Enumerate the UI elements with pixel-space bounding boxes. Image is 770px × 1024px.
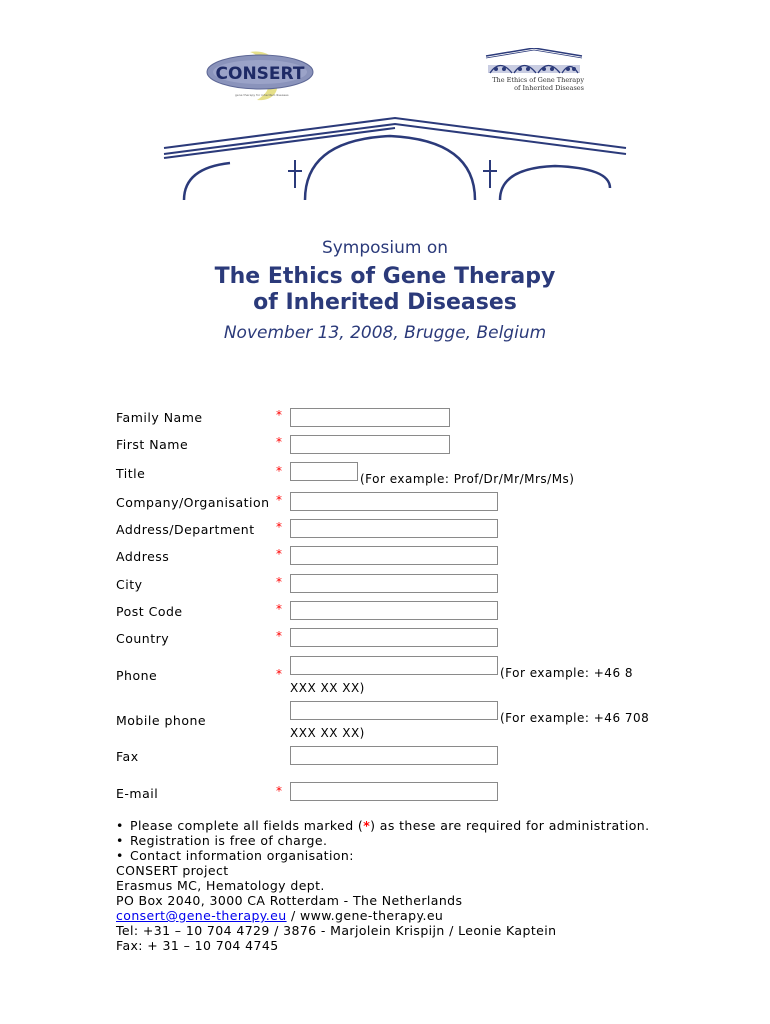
country-label: Country bbox=[116, 631, 170, 646]
required-marker: * bbox=[276, 784, 282, 798]
bullet: • bbox=[116, 833, 124, 848]
required-marker: * bbox=[276, 464, 282, 478]
mobile-label: Mobile phone bbox=[116, 713, 207, 728]
contact-tel: Tel: +31 – 10 704 4729 / 3876 - Marjolein Krispijn / Leonie Kaptein bbox=[116, 923, 557, 938]
mobile-input[interactable] bbox=[290, 701, 498, 720]
email-link[interactable]: consert@gene-therapy.eu bbox=[116, 908, 287, 923]
family-name-label: Family Name bbox=[116, 410, 203, 425]
notes-section bbox=[116, 818, 649, 953]
company-label: Company/Organisation bbox=[116, 495, 270, 510]
phone-hint: (For example: +46 8 bbox=[500, 666, 634, 680]
required-marker: * bbox=[276, 520, 282, 534]
symposium-label: Symposium on bbox=[321, 238, 449, 258]
email-label: E-mail bbox=[116, 786, 159, 801]
bridge-illustration bbox=[160, 108, 630, 208]
fax-label: Fax bbox=[116, 749, 139, 764]
ethics-logo bbox=[484, 48, 584, 94]
consert-logo bbox=[205, 50, 325, 105]
title-input[interactable] bbox=[290, 462, 358, 481]
website-text: www.gene-therapy.eu bbox=[299, 908, 444, 923]
phone-hint-continued: XXX XX XX) bbox=[290, 681, 365, 695]
fax-input[interactable] bbox=[290, 746, 498, 765]
ethics-caption-line1: The Ethics of Gene Therapy bbox=[492, 76, 584, 84]
post-code-input[interactable] bbox=[290, 601, 498, 620]
consert-tagline: gene therapy for inherited diseases bbox=[235, 93, 289, 97]
address-input[interactable] bbox=[290, 546, 498, 565]
address-department-input[interactable] bbox=[290, 519, 498, 538]
bullet: • bbox=[116, 818, 124, 833]
contact-fax: Fax: + 31 – 10 704 4745 bbox=[116, 938, 279, 953]
phone-input[interactable] bbox=[290, 656, 498, 675]
required-marker: * bbox=[276, 629, 282, 643]
city-input[interactable] bbox=[290, 574, 498, 593]
note-free: • Registration is free of charge. bbox=[116, 833, 328, 848]
note-required: • Please complete all fields marked (*) as these are required for administration. bbox=[116, 818, 650, 833]
event-title-line1: The Ethics of Gene Therapy bbox=[214, 264, 556, 289]
required-marker: * bbox=[276, 547, 282, 561]
post-code-label: Post Code bbox=[116, 604, 183, 619]
mobile-hint-continued: XXX XX XX) bbox=[290, 726, 365, 740]
contact-dept: Erasmus MC, Hematology dept. bbox=[116, 878, 325, 893]
required-marker: * bbox=[276, 435, 282, 449]
contact-web: consert@gene-therapy.eu / www.gene-therapy.eu bbox=[116, 908, 444, 923]
contact-address: PO Box 2040, 3000 CA Rotterdam - The Netherlands bbox=[116, 893, 463, 908]
required-marker: * bbox=[276, 602, 282, 616]
phone-label: Phone bbox=[116, 668, 158, 683]
family-name-input[interactable] bbox=[290, 408, 450, 427]
contact-project: CONSERT project bbox=[116, 863, 229, 878]
address-department-label: Address/Department bbox=[116, 522, 255, 537]
city-label: City bbox=[116, 577, 143, 592]
required-star: * bbox=[363, 818, 371, 833]
required-marker: * bbox=[276, 493, 282, 507]
event-date-place: November 13, 2008, Brugge, Belgium bbox=[223, 323, 547, 343]
title-hint: (For example: Prof/Dr/Mr/Mrs/Ms) bbox=[360, 472, 575, 486]
email-input[interactable] bbox=[290, 782, 498, 801]
company-input[interactable] bbox=[290, 492, 498, 511]
note-contact: • Contact information organisation: bbox=[116, 848, 354, 863]
required-marker: * bbox=[276, 575, 282, 589]
mobile-hint: (For example: +46 708 bbox=[500, 711, 650, 725]
country-input[interactable] bbox=[290, 628, 498, 647]
first-name-input[interactable] bbox=[290, 435, 450, 454]
ethics-caption-line2: of Inherited Diseases bbox=[514, 84, 584, 92]
event-title-line2: of Inherited Diseases bbox=[253, 290, 517, 315]
bullet: • bbox=[116, 848, 124, 863]
required-marker: * bbox=[276, 667, 282, 681]
required-marker: * bbox=[276, 408, 282, 422]
title-label: Title bbox=[116, 466, 146, 481]
address-label: Address bbox=[116, 549, 170, 564]
first-name-label: First Name bbox=[116, 437, 189, 452]
consert-logo-text: CONSERT bbox=[215, 64, 305, 84]
